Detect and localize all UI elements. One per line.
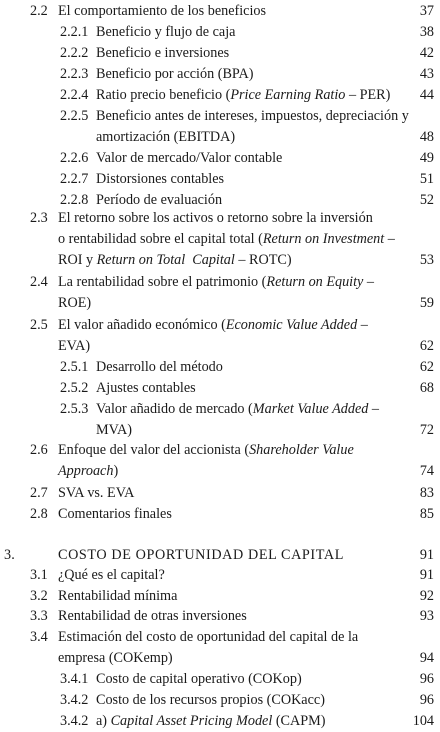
page-number: 104 [412,713,434,729]
page-number: 62 [419,338,434,354]
section-title-line: Ajustes contables [96,380,196,396]
page-number: 52 [419,192,434,208]
section-title-line: El comportamiento de los beneficios [58,3,267,19]
section-title-line: El valor añadido económico (Economic Value Added – [58,317,368,333]
section-number: 3.3 [30,608,48,624]
page-number: 53 [419,252,434,268]
section-number: 2.5.1 [60,359,89,375]
section-number: 2.5.2 [60,380,89,396]
section-title-line: Estimación del costo de oportunidad del capital de la [58,629,359,645]
page-number: 96 [419,692,434,708]
page-number: 72 [419,422,434,438]
section-title-line: Approach) [58,463,119,479]
section-number: 3.4.2 [60,713,89,729]
section-number: 3.2 [30,588,48,604]
page-number: 48 [419,129,434,145]
section-title-line: Rentabilidad de otras inversiones [58,608,247,624]
section-title-line: Beneficio y flujo de caja [96,24,236,40]
page-number: 44 [419,87,434,103]
page-number: 91 [419,567,434,583]
page-number: 49 [419,150,434,166]
section-title-line: Desarrollo del método [96,359,223,375]
section-number: 2.2.4 [60,87,89,103]
section-title-line: Valor de mercado/Valor contable [96,150,283,166]
section-title-line: amortización (EBITDA) [96,129,236,145]
section-title-line: ROI y Return on Total Capital – ROTC) [58,252,292,268]
section-number: 3.4.2 [60,692,89,708]
page-number: 59 [419,295,434,311]
section-number: 2.5.3 [60,401,89,417]
section-title-line: o rentabilidad sobre el capital total (Return on Investment – [58,231,395,247]
section-title-line: Costo de los recursos propios (COKacc) [96,692,325,708]
page-number: 94 [419,650,434,666]
section-title-line: Ratio precio beneficio (Price Earning Ratio – PER) [96,87,391,103]
section-title-line: El retorno sobre los activos o retorno sobre la inversión [58,210,373,226]
page-number: 43 [419,66,434,82]
page-number: 68 [419,380,434,396]
page-number: 96 [419,671,434,687]
section-number: 3. [4,547,16,563]
section-title-line: Costo de capital operativo (COKop) [96,671,302,687]
page-number: 38 [419,24,434,40]
section-number: 2.6 [30,442,48,458]
section-title-line: Beneficio antes de intereses, impuestos, depreciación y [96,108,409,124]
section-number: 2.3 [30,210,48,226]
page-number: 92 [419,588,434,604]
page-number: 91 [419,547,434,563]
section-number: 2.2.1 [60,24,89,40]
section-number: 2.7 [30,485,48,501]
section-number: 2.8 [30,506,48,522]
section-number: 2.2.6 [60,150,89,166]
section-number: 2.2.8 [60,192,89,208]
page-number: 51 [419,171,434,187]
section-title-line: Valor añadido de mercado (Market Value Added – [96,401,380,417]
section-number: 2.5 [30,317,48,333]
section-number: 2.2.3 [60,66,89,82]
section-title-line: a) Capital Asset Pricing Model (CAPM) [96,713,326,729]
section-title-line: empresa (COKemp) [58,650,173,666]
section-number: 2.2.5 [60,108,89,124]
section-number: 2.2.2 [60,45,89,61]
page-number: 62 [419,359,434,375]
section-number: 3.4.1 [60,671,89,687]
section-number: 2.4 [30,274,48,290]
section-title-line: ¿Qué es el capital? [58,567,165,583]
section-title-line: Período de evaluación [96,192,223,208]
section-title-line: Beneficio e inversiones [96,45,230,61]
page-number: 37 [419,3,434,19]
section-number: 2.2 [30,3,48,19]
page-number: 42 [419,45,434,61]
page-number: 93 [419,608,434,624]
page-number: 83 [419,485,434,501]
section-title-line: Distorsiones contables [96,171,225,187]
section-number: 2.2.7 [60,171,89,187]
section-number: 3.1 [30,567,48,583]
section-title-line: MVA) [96,422,133,438]
section-title-line: La rentabilidad sobre el patrimonio (Return on Equity – [58,274,374,290]
section-title-line: COSTO DE OPORTUNIDAD DEL CAPITAL [58,547,344,563]
page-number: 85 [419,506,434,522]
section-title-line: ROE) [58,295,92,311]
section-title-line: EVA) [58,338,91,354]
page-number: 74 [419,463,434,479]
section-title-line: Rentabilidad mínima [58,588,178,604]
section-title-line: SVA vs. EVA [58,485,135,501]
section-title-line: Beneficio por acción (BPA) [96,66,254,82]
section-number: 3.4 [30,629,48,645]
section-title-line: Enfoque del valor del accionista (Shareholder Value [58,442,354,458]
section-title-line: Comentarios finales [58,506,172,522]
